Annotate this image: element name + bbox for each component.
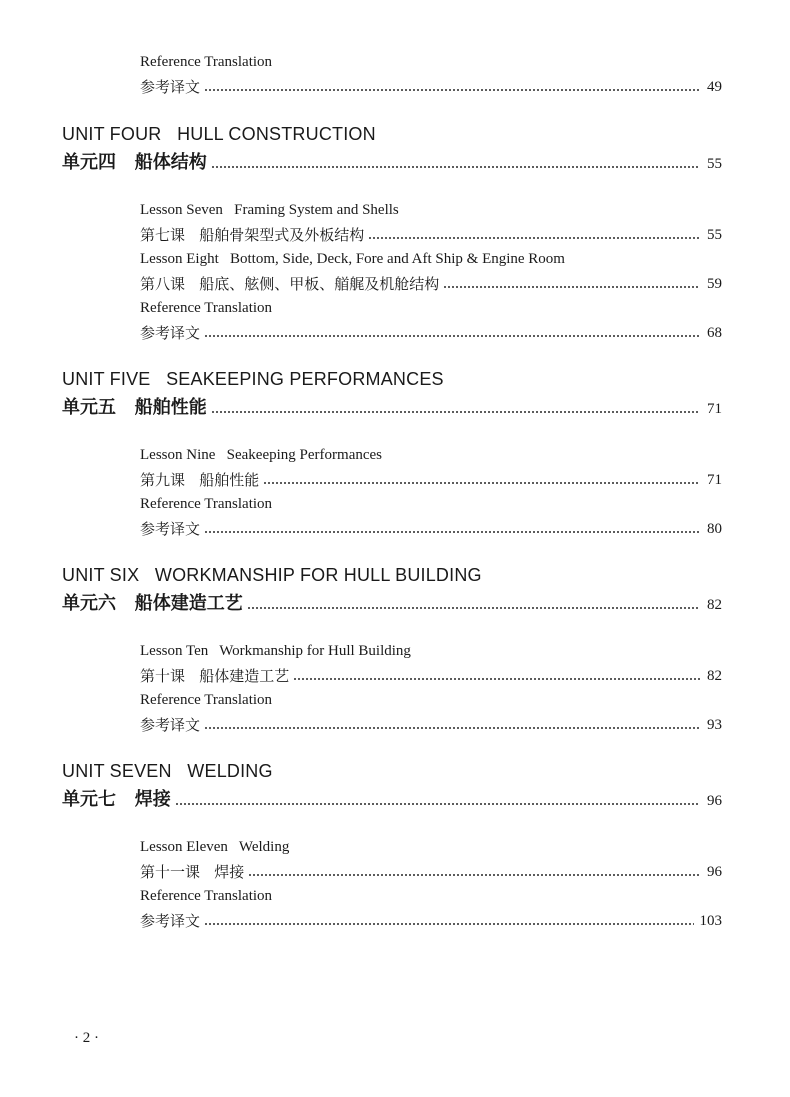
lesson-title-en: Lesson Eleven Welding	[140, 839, 290, 855]
lesson-title-cn: 第十一课 焊接	[140, 863, 245, 881]
page-number: 96	[707, 864, 722, 880]
dot-leader	[443, 285, 700, 289]
lesson-title-en: Lesson Eight Bottom, Side, Deck, Fore and Aft Ship & Engine Room	[140, 251, 565, 267]
page-number: 55	[707, 156, 722, 172]
toc-entry-lesson10[interactable]	[140, 666, 722, 686]
dot-leader	[204, 530, 700, 534]
dot-leader	[293, 677, 700, 681]
toc-entry-unit5[interactable]	[62, 397, 722, 419]
dot-leader	[248, 873, 700, 877]
lesson-title-en: Lesson Ten Workmanship for Hull Building	[140, 643, 411, 659]
page-number: 49	[707, 79, 722, 95]
page-number: 55	[707, 227, 722, 243]
dot-leader	[204, 334, 700, 338]
reference-title-en: Reference Translation	[140, 496, 273, 512]
dot-leader	[247, 606, 700, 610]
page-number: 59	[707, 276, 722, 292]
toc-entry-unit4[interactable]	[62, 152, 722, 174]
page-number: 80	[707, 521, 722, 537]
page-number: 82	[707, 597, 722, 613]
page-number: 68	[707, 325, 722, 341]
reference-title-en: Reference Translation	[140, 300, 273, 316]
reference-title-cn: 参考译文	[140, 912, 201, 930]
toc-entry-lesson9[interactable]	[140, 470, 722, 490]
toc-entry-unit7[interactable]	[62, 789, 722, 811]
unit-title-en: UNIT FIVE SEAKEEPING PERFORMANCES	[62, 369, 444, 389]
dot-leader	[263, 481, 700, 485]
lesson-title-cn: 第十课 船体建造工艺	[140, 667, 290, 685]
page-number: 71	[707, 401, 722, 417]
unit-title-cn: 单元七 焊接	[62, 789, 171, 810]
unit-title-cn: 单元六 船体建造工艺	[62, 593, 243, 614]
unit-title-en: UNIT FOUR HULL CONSTRUCTION	[62, 124, 376, 144]
lesson-title-cn: 第七课 船舶骨架型式及外板结构	[140, 226, 365, 244]
reference-title-cn: 参考译文	[140, 520, 201, 538]
page-number: 93	[707, 717, 722, 733]
toc-entry-unit6[interactable]	[62, 593, 722, 615]
toc-entry-lesson11[interactable]	[140, 862, 722, 882]
dot-leader	[204, 922, 693, 926]
reference-title-en: Reference Translation	[140, 692, 273, 708]
dot-leader	[204, 726, 700, 730]
reference-title-en: Reference Translation	[140, 888, 273, 904]
reference-title-cn: 参考译文	[140, 78, 201, 96]
page-number: 96	[707, 793, 722, 809]
page-number: 71	[707, 472, 722, 488]
toc-entry-reference-unit4[interactable]	[140, 323, 722, 343]
toc-entry-lesson7[interactable]	[140, 225, 722, 245]
toc-entry-reference-unit6[interactable]	[140, 715, 722, 735]
unit-title-en: UNIT SIX WORKMANSHIP FOR HULL BUILDING	[62, 565, 482, 585]
dot-leader	[204, 88, 700, 92]
reference-title-cn: 参考译文	[140, 324, 201, 342]
unit-title-cn: 单元四 船体结构	[62, 152, 207, 173]
toc-entry-reference-unit5[interactable]	[140, 519, 722, 539]
toc-entry-reference-unit3[interactable]	[140, 77, 722, 97]
lesson-title-en: Lesson Nine Seakeeping Performances	[140, 447, 383, 463]
lesson-title-cn: 第八课 船底、舷侧、甲板、艏艉及机舱结构	[140, 275, 440, 293]
lesson-title-en: Lesson Seven Framing System and Shells	[140, 202, 399, 218]
unit-title-cn: 单元五 船舶性能	[62, 397, 207, 418]
page-number: 103	[699, 913, 722, 929]
footer-page-number: · 2 ·	[74, 1030, 99, 1046]
page-number: 82	[707, 668, 722, 684]
dot-leader	[368, 236, 700, 240]
toc-entry-lesson8[interactable]	[140, 274, 722, 294]
dot-leader	[211, 410, 700, 414]
unit-title-en: UNIT SEVEN WELDING	[62, 761, 273, 781]
reference-title-cn: 参考译文	[140, 716, 201, 734]
toc-entry-reference-unit7[interactable]	[140, 911, 722, 931]
lesson-title-cn: 第九课 船舶性能	[140, 471, 260, 489]
dot-leader	[211, 165, 700, 169]
reference-title-en: Reference Translation	[140, 54, 273, 70]
dot-leader	[175, 802, 700, 806]
